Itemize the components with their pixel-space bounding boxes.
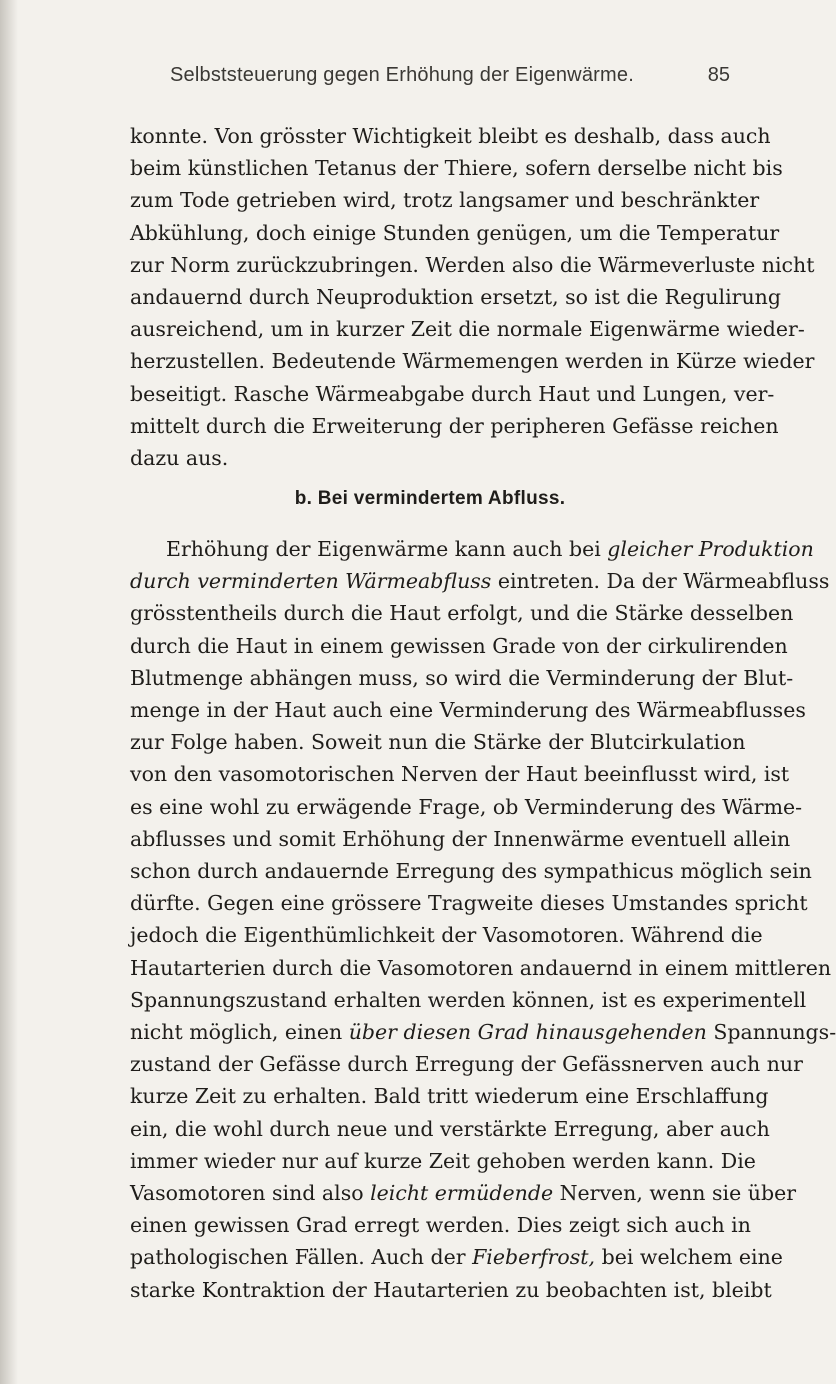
text-line bbox=[130, 533, 814, 565]
paragraph-2 bbox=[130, 533, 836, 1306]
text-line: menge in der Haut auch eine Verminderung des Wärmeabflusses bbox=[130, 698, 806, 723]
text-line bbox=[130, 1241, 783, 1273]
emphasis-text: über diesen Grad hinausgehenden bbox=[348, 1020, 707, 1045]
text-line: herzustellen. Bedeutende Wärmemengen werden in Kürze wieder bbox=[130, 349, 815, 374]
text-run: Nerven, wenn sie über bbox=[553, 1181, 796, 1206]
text-line bbox=[130, 1016, 836, 1048]
text-line: abflusses und somit Erhöhung der Innenwärme eventuell allein bbox=[130, 826, 791, 851]
text-line: konnte. Von grösster Wichtigkeit bleibt es deshalb, dass auch bbox=[130, 124, 771, 148]
running-title: Selbststeuerung gegen Erhöhung der Eigenwärme. bbox=[170, 64, 634, 86]
running-header bbox=[130, 64, 730, 94]
text-line: beim künstlichen Tetanus der Thiere, sofern derselbe nicht bis bbox=[130, 156, 783, 181]
text-line: Hautarterien durch die Vasomotoren andauernd in einem mittleren bbox=[130, 955, 832, 980]
text-line: durch die Haut in einem gewissen Grade von der cirkulirenden bbox=[130, 633, 788, 658]
text-run: Vasomotoren sind also bbox=[130, 1181, 371, 1206]
text-line: einen gewissen Grad erregt werden. Dies zeigt sich auch in bbox=[130, 1213, 751, 1238]
text-line: beseitigt. Rasche Wärmeabgabe durch Haut und Lungen, ver- bbox=[130, 381, 775, 406]
text-run: pathologischen Fällen. Auch der bbox=[130, 1245, 473, 1270]
page-edge-shadow bbox=[0, 0, 18, 1384]
text-line: ausreichend, um in kurzer Zeit die normale Eigenwärme wieder- bbox=[130, 317, 805, 342]
paragraph-1 bbox=[130, 120, 815, 474]
text-line: andauernd durch Neuproduktion ersetzt, so ist die Regulirung bbox=[130, 285, 781, 310]
emphasis-text: gleicher Produktion bbox=[607, 537, 814, 561]
emphasis-text: durch verminderten Wärmeabfluss bbox=[130, 569, 492, 594]
emphasis-text: leicht ermüdende bbox=[370, 1181, 554, 1206]
text-line: zur Norm zurückzubringen. Werden also die Wärmeverluste nicht bbox=[130, 252, 815, 277]
text-run: nicht möglich, einen bbox=[130, 1020, 349, 1045]
text-line: grösstentheils durch die Haut erfolgt, und die Stärke desselben bbox=[130, 601, 794, 626]
text-line: ein, die wohl durch neue und verstärkte Erregung, aber auch bbox=[130, 1116, 770, 1141]
text-line: mittelt durch die Erweiterung der peripheren Gefässe reichen bbox=[130, 413, 779, 438]
text-line: Abkühlung, doch einige Stunden genügen, um die Temperatur bbox=[130, 220, 780, 245]
text-run: Erhöhung der Eigenwärme kann auch bei bbox=[166, 537, 608, 561]
text-line: von den vasomotorischen Nerven der Haut beeinflusst wird, ist bbox=[130, 762, 790, 787]
text-line: kurze Zeit zu erhalten. Bald tritt wiederum eine Erschlaffung bbox=[130, 1084, 769, 1109]
text-line: dürfte. Gegen eine grössere Tragweite dieses Umstandes spricht bbox=[130, 891, 808, 916]
text-line: starke Kontraktion der Hautarterien zu beobachten ist, bleibt bbox=[130, 1277, 772, 1302]
text-line: dazu aus. bbox=[130, 446, 229, 471]
text-run: bei welchem eine bbox=[595, 1245, 783, 1270]
text-line: zum Tode getrieben wird, trotz langsamer und beschränkter bbox=[130, 188, 760, 213]
text-line bbox=[130, 565, 830, 597]
text-line: Blutmenge abhängen muss, so wird die Verminderung der Blut- bbox=[130, 665, 794, 690]
text-line: immer wieder nur auf kurze Zeit gehoben werden kann. Die bbox=[130, 1148, 756, 1173]
text-line: Spannungszustand erhalten werden können, ist es experimentell bbox=[130, 987, 807, 1012]
text-line: jedoch die Eigenthümlichkeit der Vasomotoren. Während die bbox=[130, 923, 763, 948]
section-heading: b. Bei vermindertem Abfluss. bbox=[294, 488, 566, 509]
emphasis-text: Fieberfrost, bbox=[472, 1245, 596, 1270]
text-line: es eine wohl zu erwägende Frage, ob Verminderung des Wärme- bbox=[130, 794, 803, 819]
text-line bbox=[130, 1177, 796, 1209]
text-line: zustand der Gefässe durch Erregung der Gefässnerven auch nur bbox=[130, 1052, 803, 1077]
text-run: Spannungs- bbox=[706, 1020, 836, 1045]
text-line: schon durch andauernde Erregung des sympathicus möglich sein bbox=[130, 859, 812, 884]
page-number: 85 bbox=[707, 64, 730, 86]
text-run: eintreten. Da der Wärmeabfluss bbox=[491, 569, 830, 594]
text-line: zur Folge haben. Soweit nun die Stärke der Blutcirkulation bbox=[130, 730, 746, 755]
